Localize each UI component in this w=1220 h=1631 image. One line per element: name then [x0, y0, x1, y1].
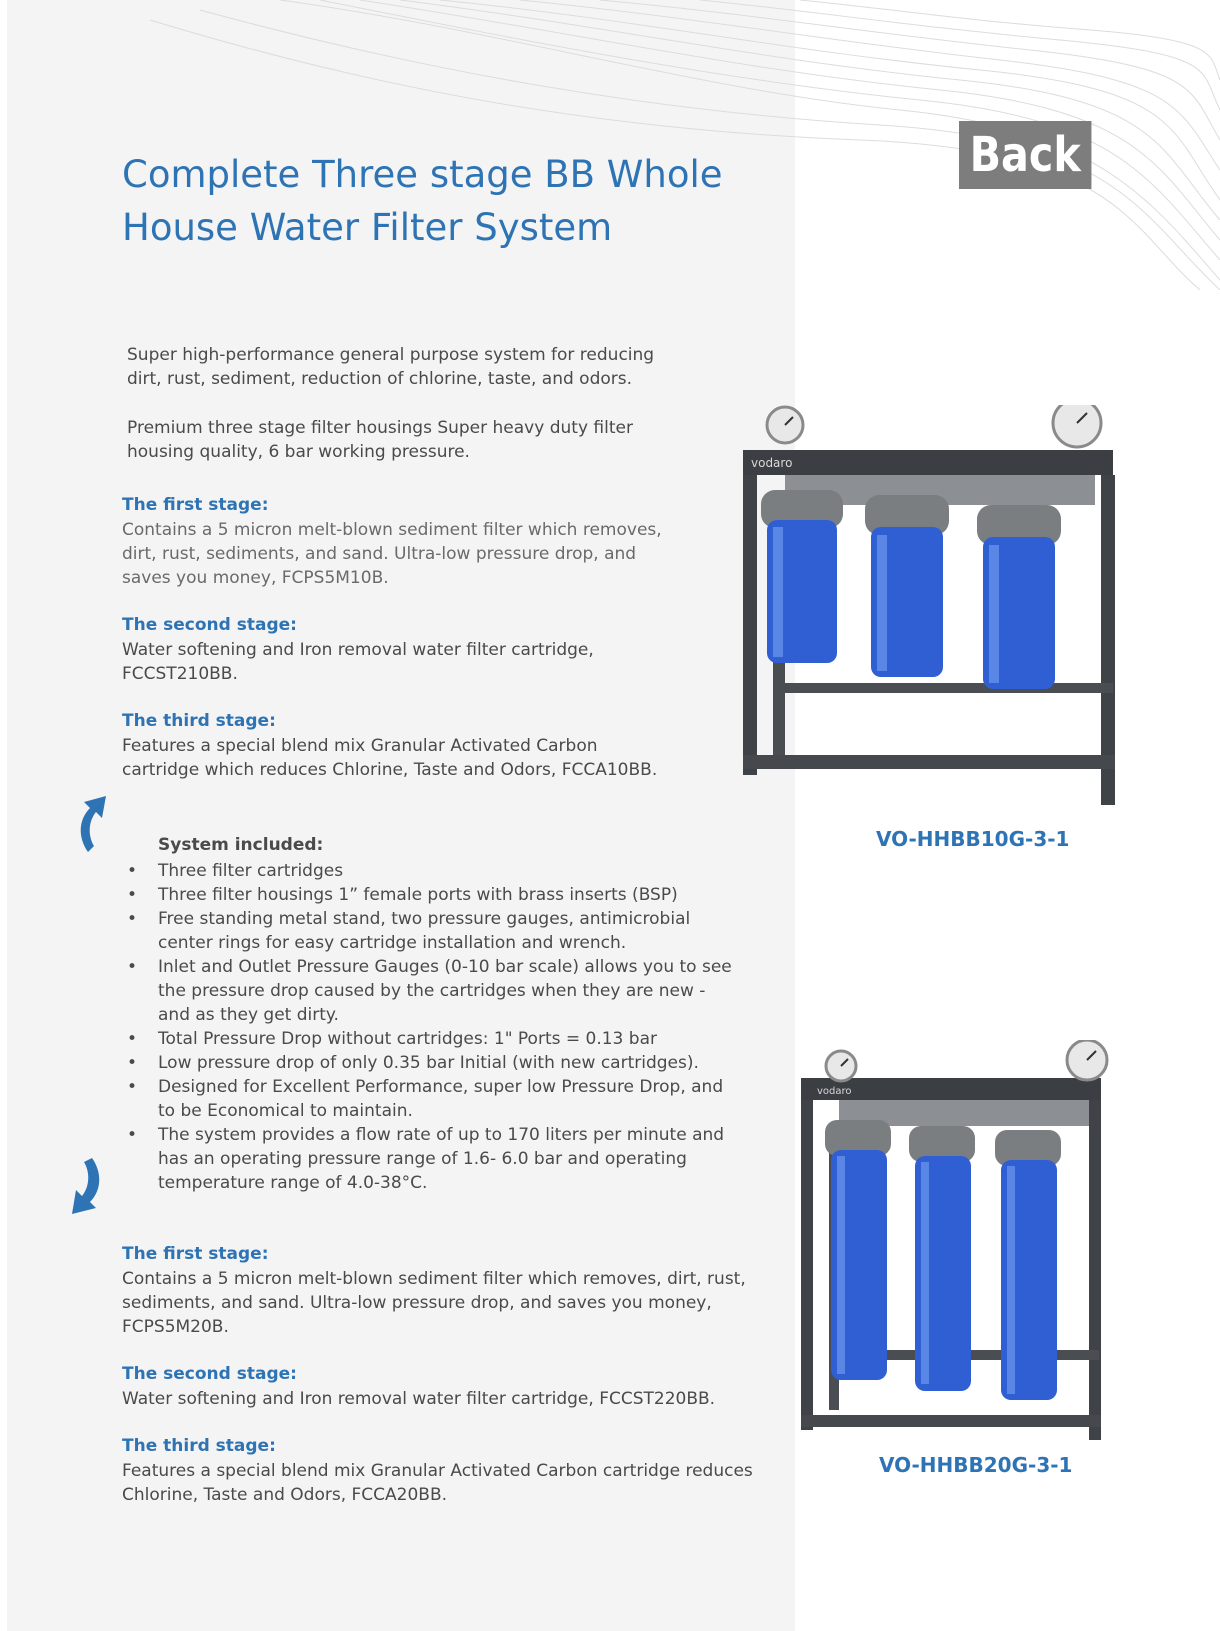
bullet-icon: • — [127, 1029, 138, 1049]
list-item — [122, 1075, 742, 1123]
bullet-icon: • — [127, 909, 138, 929]
stand-bottom-bar — [743, 755, 1115, 769]
list-item — [122, 1051, 742, 1075]
stage-1-heading: The first stage: — [122, 495, 269, 515]
stand-right-post — [1089, 1100, 1101, 1440]
curved-arrow-down-icon — [70, 1156, 106, 1218]
product-image-20 — [795, 1040, 1115, 1445]
stage-line: Contains a 5 micron melt-blown sediment filter which removes, — [122, 520, 662, 540]
intro-line: Super high-performance general purpose system for reducing — [127, 345, 655, 365]
filter-housing — [761, 490, 843, 663]
pressure-gauge-icon — [826, 1051, 856, 1081]
pressure-gauge-icon — [1053, 405, 1101, 447]
stand-left-post — [801, 1100, 813, 1430]
product-model-label: VO-HHBB10G-3-1 — [876, 827, 1070, 851]
list-item-text: Three filter housings 1” female ports with brass inserts (BSP) — [158, 885, 678, 905]
bullet-icon: • — [127, 957, 138, 977]
list-item-text: The system provides a flow rate of up to 170 liters per minute and has an operating pressure range of 1.6- 6.0 bar and operating temperature range of 4.0-38°C. — [158, 1125, 725, 1193]
list-item — [122, 1027, 742, 1051]
stand-rear-bar — [773, 683, 1113, 693]
list-item-text: Total Pressure Drop without cartridges: 1" Ports = 0.13 bar — [158, 1029, 657, 1049]
stage-3-text — [122, 734, 657, 782]
stage-3-heading: The third stage: — [122, 1436, 276, 1456]
stage-3-text — [122, 1459, 753, 1507]
stage-2-text — [122, 638, 594, 686]
premium-paragraph — [127, 416, 633, 464]
stage-line: Features a special blend mix Granular Activated Carbon cartridge reduces — [122, 1461, 753, 1481]
stage-line: Chlorine, Taste and Odors, FCCA20BB. — [122, 1485, 448, 1505]
list-item-text: Free standing metal stand, two pressure gauges, antimicrobial center rings for easy cartridge installation and wrench. — [158, 909, 691, 953]
list-item — [122, 907, 742, 955]
filter-housing — [995, 1130, 1061, 1400]
stand-left-post — [743, 475, 757, 775]
list-item — [122, 883, 742, 907]
intro-paragraph — [127, 343, 654, 391]
filter-housing — [977, 505, 1061, 689]
stage-line: Contains a 5 micron melt-blown sediment filter which removes, dirt, rust, — [122, 1269, 746, 1289]
brand-logo: vodaro — [751, 456, 793, 470]
stand-top-bar — [743, 450, 1113, 475]
system-included-list — [122, 859, 742, 1195]
stage-line: FCPS5M20B. — [122, 1317, 229, 1337]
pressure-gauge-icon — [1067, 1040, 1107, 1080]
brand-logo: vodaro — [817, 1086, 852, 1097]
list-item — [122, 859, 742, 883]
stage-line: sediments, and sand. Ultra-low pressure drop, and saves you money, — [122, 1293, 712, 1313]
bullet-icon: • — [127, 861, 138, 881]
stage-line: cartridge which reduces Chlorine, Taste and Odors, FCCA10BB. — [122, 760, 658, 780]
bullet-icon: • — [127, 1077, 138, 1097]
stage-1-text — [122, 518, 662, 590]
page-title — [122, 148, 772, 254]
back-button[interactable]: Back — [959, 121, 1091, 189]
filter-housing — [825, 1120, 891, 1380]
premium-line: Premium three stage filter housings Super heavy duty filter — [127, 418, 633, 438]
title-line-2: House Water Filter System — [122, 206, 613, 249]
stand-bottom-bar — [801, 1415, 1101, 1427]
stage-2-heading: The second stage: — [122, 615, 297, 635]
filter-housing — [909, 1126, 975, 1391]
stage-line: Features a special blend mix Granular Activated Carbon — [122, 736, 598, 756]
list-item — [122, 955, 742, 1027]
pressure-gauge-icon — [767, 407, 803, 443]
intro-line: dirt, rust, sediment, reduction of chlorine, taste, and odors. — [127, 369, 633, 389]
list-item-text: Three filter cartridges — [158, 861, 344, 881]
product-image-10 — [725, 405, 1135, 810]
bullet-icon: • — [127, 1125, 138, 1145]
system-included-title: System included: — [158, 835, 324, 855]
stage-line: dirt, rust, sediments, and sand. Ultra-low pressure drop, and — [122, 544, 637, 564]
curved-arrow-up-icon — [74, 794, 110, 854]
stage-line: saves you money, FCPS5M10B. — [122, 568, 389, 588]
stage-line: Water softening and Iron removal water filter cartridge, FCCST220BB. — [122, 1389, 716, 1409]
bullet-icon: • — [127, 1053, 138, 1073]
list-item-text: Inlet and Outlet Pressure Gauges (0-10 bar scale) allows you to see the pressure drop caused by the cartridges when they are new - and as they get dirty. — [158, 957, 732, 1025]
filter-housing — [865, 495, 949, 677]
stage-3-heading: The third stage: — [122, 711, 276, 731]
stage-2-heading: The second stage: — [122, 1364, 297, 1384]
stage-1-text — [122, 1267, 746, 1339]
bullet-icon: • — [127, 885, 138, 905]
stage-2-text — [122, 1387, 715, 1411]
list-item — [122, 1123, 742, 1195]
stage-1-heading: The first stage: — [122, 1244, 269, 1264]
title-line-1: Complete Three stage BB Whole — [122, 153, 723, 196]
stage-line: Water softening and Iron removal water filter cartridge, — [122, 640, 594, 660]
premium-line: housing quality, 6 bar working pressure. — [127, 442, 470, 462]
stage-line: FCCST210BB. — [122, 664, 238, 684]
list-item-text: Low pressure drop of only 0.35 bar Initial (with new cartridges). — [158, 1053, 699, 1073]
product-model-label: VO-HHBB20G-3-1 — [879, 1453, 1073, 1477]
list-item-text: Designed for Excellent Performance, super low Pressure Drop, and to be Economical to maintain. — [158, 1077, 724, 1121]
